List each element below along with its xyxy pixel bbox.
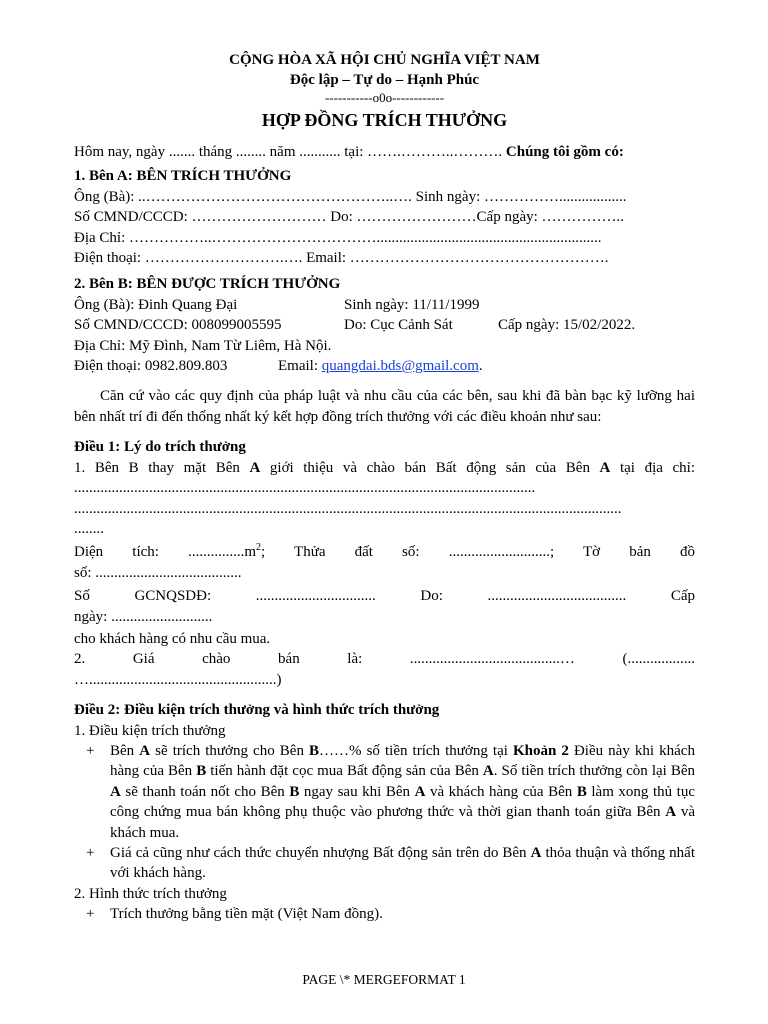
text-run: sẽ thanh toán nốt cho Bên xyxy=(120,783,290,800)
article-1-clause-1 xyxy=(74,458,695,499)
area-text-2: ; Thửa đất số: ...........................; Tờ bản đồ xyxy=(261,544,695,561)
text-run: sẽ trích thưởng cho Bên xyxy=(150,742,310,759)
party-b-contact-row xyxy=(74,356,695,376)
text-run: làm xong thủ tục công chứng mua bán không phụ thuộc vào phương thức và thời gian thanh toán giữa Bên xyxy=(110,783,696,821)
motto-heading: Độc lập – Tự do – Hạnh Phúc xyxy=(289,72,480,88)
party-b-id: Số CMND/CCCD: 008099005595 xyxy=(74,317,282,334)
bullet-mark: + xyxy=(86,906,95,923)
text-run: B xyxy=(289,783,300,800)
text-run: A xyxy=(139,742,151,759)
a1-text-2: giới thiệu và chào bán Bất động sản của Bên xyxy=(260,459,600,476)
a1-party-a-1: A xyxy=(249,459,261,476)
text-run: và khách mua. xyxy=(110,804,695,841)
cert-date-line: ngày: ........................... xyxy=(74,608,213,625)
condition-bullet-2 xyxy=(74,843,695,884)
party-b-dob: Sinh ngày: 11/11/1999 xyxy=(344,296,480,313)
text-run: A xyxy=(665,804,677,821)
text-run: Bên xyxy=(110,742,140,759)
party-b-issued-date: Cấp ngày: 15/02/2022. xyxy=(498,317,636,334)
text-run: ……% số tiền trích thưởng tại xyxy=(319,742,513,759)
party-a-heading: 1. Bên A: BÊN TRÍCH THƯỞNG xyxy=(74,168,292,185)
text-run: và khách hàng của Bên xyxy=(425,783,577,800)
text-run: . Số tiền trích thưởng còn lại Bên xyxy=(493,763,696,780)
party-b-email-label: Email: xyxy=(278,358,322,375)
party-b-issued-by: Do: Cục Cảnh Sát xyxy=(344,317,453,334)
party-b-email-link[interactable]: quangdai.bds@gmail.com xyxy=(321,358,479,375)
text-run: A xyxy=(110,783,121,800)
party-b-name: Ông (Bà): Đinh Quang Đại xyxy=(74,296,238,313)
form-bullet-1-text: Trích thưởng bằng tiền mặt (Việt Nam đồng). xyxy=(110,906,383,923)
text-run: A xyxy=(482,763,494,780)
article-2-heading: Điều 2: Điều kiện trích thưởng và hình thức trích thưởng xyxy=(74,702,440,719)
party-a-name: Ông (Bà): ..…………………………………………..…. Sinh ngày: …………….................. xyxy=(74,188,627,205)
article-1-dots: .................................................................................................................................................. xyxy=(74,500,622,517)
area-line xyxy=(74,542,695,562)
conditions-title: 1. Điều kiện trích thưởng xyxy=(74,722,226,739)
a1-party-a-2: A xyxy=(599,459,611,476)
buyer-line: cho khách hàng có nhu cầu mua. xyxy=(74,630,271,647)
document-title: HỢP ĐỒNG TRÍCH THƯỞNG xyxy=(261,110,508,130)
document-body xyxy=(74,50,695,925)
condition-bullet-1 xyxy=(74,741,695,843)
price-line: 2. Giá chào bán là: ........................................… (.................. xyxy=(74,651,695,668)
text-run: tiến hành đặt cọc mua Bất động sản của Bên xyxy=(206,763,483,780)
text-run: Giá cả cũng như cách thức chuyển nhượng Bất động sản trên do Bên xyxy=(110,845,531,861)
preamble: Căn cứ vào các quy định của pháp luật và nhu cầu của các bên, sau khi đã bàn bạc kỹ lưỡng hai bên nhất trí đi đến thống nhất ký kết hợp đồng trích thưởng với các điều khoản như sau: xyxy=(74,388,695,425)
form-bullet-1 xyxy=(74,904,695,924)
intro-line xyxy=(74,142,695,162)
form-title: 2. Hình thức trích thưởng xyxy=(74,885,227,902)
price-line-2: …..................................................) xyxy=(74,671,282,688)
text-run: A xyxy=(530,845,542,861)
area-text-1: Diện tích: ...............m xyxy=(74,544,256,561)
text-run: Khoản 2 xyxy=(512,742,569,759)
map-sheet-line: số: ....................................... xyxy=(74,564,242,581)
page-footer: PAGE \* MERGEFORMAT 1 xyxy=(302,972,466,987)
party-a-address: Địa Chỉ: ……………..……………………………............................................................ xyxy=(74,229,602,246)
bullet-mark: + xyxy=(86,845,95,861)
a1-text-1: 1. Bên B thay mặt Bên xyxy=(74,459,250,476)
party-b-name-row xyxy=(74,295,695,315)
intro-bold: Chúng tôi gồm có: xyxy=(505,144,624,160)
text-run: B xyxy=(576,783,587,800)
party-b-email-end: . xyxy=(478,358,483,375)
text-run: B xyxy=(196,763,207,780)
condition-bullet-2-text xyxy=(110,845,695,881)
country-heading: CỘNG HÒA XÃ HỘI CHỦ NGHĨA VIỆT NAM xyxy=(229,52,540,68)
text-run: B xyxy=(309,742,320,759)
party-a-id: Số CMND/CCCD: ……………………… Do: ……………………Cấp ngày: …………….. xyxy=(74,209,625,226)
party-b-address: Địa Chỉ: Mỹ Đình, Nam Từ Liêm, Hà Nội. xyxy=(74,337,332,354)
party-b-heading: 2. Bên B: BÊN ĐƯỢC TRÍCH THƯỞNG xyxy=(74,276,341,293)
a1-text-3: tại địa chỉ: ........................................................................................................................... xyxy=(74,459,695,497)
article-1-dots-end: ........ xyxy=(74,520,104,537)
text-run: thỏa thuận và thống nhất với khách hàng. xyxy=(110,845,695,882)
condition-bullet-1-text xyxy=(110,743,695,841)
cert-line: Số GCNQSDĐ: ................................ Do: ..................................... Cấp xyxy=(74,588,695,605)
article-1-heading: Điều 1: Lý do trích thưởng xyxy=(74,439,246,456)
party-a-phone: Điện thoại: ……………………….…. Email: ……………………………………………. xyxy=(74,250,609,267)
text-run: A xyxy=(414,783,426,800)
party-b-id-row xyxy=(74,315,695,335)
area-sup: 2 xyxy=(256,542,261,554)
text-run: ngay sau khi Bên xyxy=(299,783,415,800)
separator: -----------o0o------------ xyxy=(324,90,445,105)
intro-text: Hôm nay, ngày ....... tháng ........ năm ........... tại: …….………..………. xyxy=(74,144,506,160)
text-run: Điều này khi khách hàng của Bên xyxy=(110,742,695,780)
party-b-phone: Điện thoại: 0982.809.803 xyxy=(74,358,228,375)
bullet-mark: + xyxy=(86,742,95,759)
